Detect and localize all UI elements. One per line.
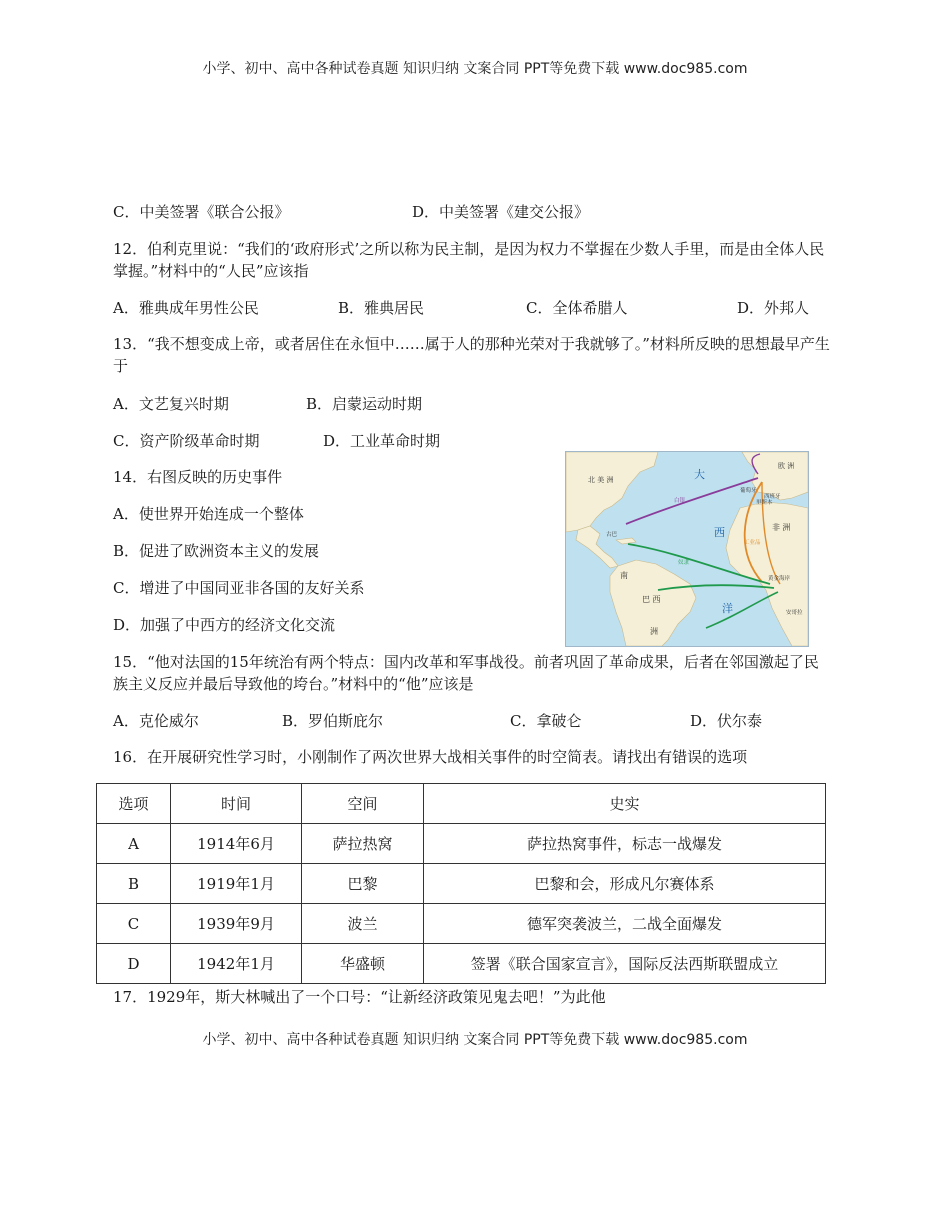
q11-option-d[interactable]: D．中美签署《建交公报》 (412, 203, 590, 221)
triangular-trade-map (565, 451, 809, 647)
q14-stem: 14．右图反映的历史事件 (113, 468, 283, 486)
q12-stem: 12．伯利克里说：“我们的‘政府形式’之所以称为民主制，是因为权力不掌握在少数人手里，而是由全体人民掌握。”材料中的“人民”应该指 (113, 240, 825, 280)
map-route-label-2: 工业品 (744, 540, 761, 546)
map-route-label-3: 奴隶 (678, 560, 690, 566)
map-label-cuba: 古巴 (606, 532, 618, 538)
q15-option-b[interactable]: B．罗伯斯庇尔 (282, 712, 384, 730)
q15-option-c[interactable]: C．拿破仑 (510, 712, 582, 730)
table-cell: 萨拉热窝事件，标志一战爆发 (424, 824, 826, 864)
table-row (97, 944, 826, 984)
q12-option-c[interactable]: C．全体希腊人 (526, 299, 628, 317)
table-cell: B (97, 864, 171, 904)
table-cell: D (97, 944, 171, 984)
map-label-atlantic-3: 洋 (722, 602, 733, 615)
q16-table (96, 783, 826, 984)
map-label-spain: 西班牙 (764, 494, 781, 500)
map-label-brazil: 巴 西 (642, 595, 661, 604)
q13-stem: 13．“我不想变成上帝，或者居住在永恒中……属于人的那种光荣对于我就够了。”材料所反映的思想最早产生于 (113, 335, 830, 375)
table-header: 空间 (302, 784, 424, 824)
table-header-row (97, 784, 826, 824)
map-label-portugal: 葡萄牙 (740, 488, 757, 494)
q13-option-b[interactable]: B．启蒙运动时期 (306, 395, 423, 413)
q12-option-b[interactable]: B．雅典居民 (338, 299, 425, 317)
table-cell: 萨拉热窝 (302, 824, 424, 864)
q17-stem: 17．1929年，斯大林喊出了一个口号：“让新经济政策见鬼去吧！”为此他 (113, 988, 606, 1006)
table-cell: 1919年1月 (171, 864, 302, 904)
map-label-angola: 安哥拉 (786, 610, 803, 616)
q15-option-a[interactable]: A．克伦威尔 (113, 712, 199, 730)
q13-option-d[interactable]: D．工业革命时期 (323, 432, 441, 450)
table-cell: 1939年9月 (171, 904, 302, 944)
table-cell: 巴黎和会，形成凡尔赛体系 (424, 864, 826, 904)
q12-option-a[interactable]: A．雅典成年男性公民 (113, 299, 259, 317)
table-header: 史实 (424, 784, 826, 824)
map-label-south-america-2: 洲 (650, 627, 658, 636)
table-cell: C (97, 904, 171, 944)
map-label-south-america-1: 南 (620, 571, 628, 580)
table-cell: A (97, 824, 171, 864)
q13-option-c[interactable]: C．资产阶级革命时期 (113, 432, 260, 450)
table-cell: 巴黎 (302, 864, 424, 904)
q15-stem: 15．“他对法国的15年统治有两个特点：国内改革和军事战役。前者巩固了革命成果，后者在邻国激起了民族主义反应并最后导致他的垮台。”材料中的“他”应该是 (113, 653, 819, 693)
table-cell: 1942年1月 (171, 944, 302, 984)
table-cell: 1914年6月 (171, 824, 302, 864)
table-row (97, 824, 826, 864)
q14-option-a[interactable]: A．使世界开始连成一个整体 (113, 505, 304, 523)
map-route-label-1: 白银 (674, 498, 686, 504)
map-label-africa: 非 洲 (772, 523, 791, 532)
map-label-atlantic-1: 大 (694, 468, 705, 481)
q15-option-d[interactable]: D．伏尔泰 (690, 712, 763, 730)
page-header: 小学、初中、高中各种试卷真题 知识归纳 文案合同 PPT等免费下载 www.doc985.com (202, 61, 748, 77)
q16-stem: 16．在开展研究性学习时，小刚制作了两次世界大战相关事件的时空简表。请找出有错误的选项 (113, 748, 748, 766)
table-header: 时间 (171, 784, 302, 824)
table-header: 选项 (97, 784, 171, 824)
map-label-gold-coast: 黄金海岸 (768, 576, 791, 582)
q13-option-a[interactable]: A．文艺复兴时期 (113, 395, 229, 413)
q12-option-d[interactable]: D．外邦人 (737, 299, 810, 317)
q14-option-c[interactable]: C．增进了中国同亚非各国的友好关系 (113, 579, 365, 597)
map-label-north-america: 北 美 洲 (588, 476, 614, 484)
table-row (97, 864, 826, 904)
map-label-lisbon: 里斯本 (756, 500, 773, 506)
q11-option-c[interactable]: C．中美签署《联合公报》 (113, 203, 290, 221)
map-label-atlantic-2: 西 (714, 526, 725, 539)
table-cell: 签署《联合国家宣言》，国际反法西斯联盟成立 (424, 944, 826, 984)
q14-option-b[interactable]: B．促进了欧洲资本主义的发展 (113, 542, 320, 560)
q14-option-d[interactable]: D．加强了中西方的经济文化交流 (113, 616, 336, 634)
table-row (97, 904, 826, 944)
table-cell: 华盛顿 (302, 944, 424, 984)
map-label-europe: 欧 洲 (778, 462, 795, 470)
table-cell: 德军突袭波兰，二战全面爆发 (424, 904, 826, 944)
table-cell: 波兰 (302, 904, 424, 944)
page-footer: 小学、初中、高中各种试卷真题 知识归纳 文案合同 PPT等免费下载 www.doc985.com (202, 1032, 748, 1048)
